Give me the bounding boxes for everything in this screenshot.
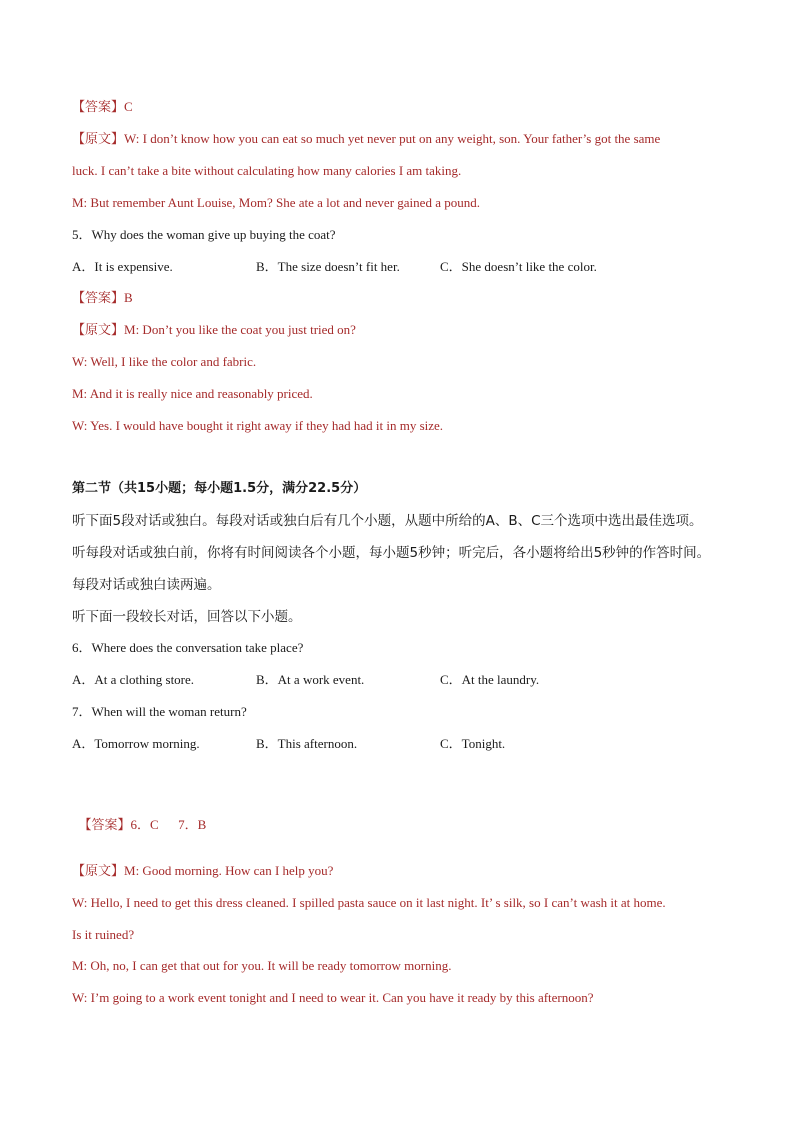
transcript-line: 【原文】M: Don’t you like the coat you just tried on? xyxy=(72,322,356,338)
instruction-line: 每段对话或独白读两遍。 xyxy=(72,577,221,593)
transcript-tag: 【原文】 xyxy=(72,132,125,147)
question-6: 6．Where does the conversation take place? xyxy=(72,640,304,655)
option-b: B．At a work event. xyxy=(256,672,365,687)
instruction-line: 听下面一段较长对话，回答以下小题。 xyxy=(72,609,302,625)
transcript-line: luck. I can’t take a bite without calculating how many calories I am taking. xyxy=(72,163,462,178)
transcript-line: M: Oh, no, I can get that out for you. It will be ready tomorrow morning. xyxy=(72,958,452,973)
transcript-line: M: And it is really nice and reasonably priced. xyxy=(72,386,313,401)
answer-tag: 【答案】 xyxy=(78,818,131,833)
transcript-line: W: Yes. I would have bought it right away if they had had it in my size. xyxy=(72,418,444,433)
instruction-line: 听每段对话或独白前，你将有时间阅读各个小题，每小题5秒钟；听完后，各小题将给出5秒钟的作答时间。 xyxy=(72,545,711,561)
option-b: B．This afternoon. xyxy=(256,736,358,751)
answer-line-q6-7 xyxy=(72,798,206,835)
option-a: A．Tomorrow morning. xyxy=(72,736,200,751)
transcript-line: Is it ruined? xyxy=(72,927,135,942)
transcript-tag: 【原文】 xyxy=(72,864,125,879)
transcript-line: M: But remember Aunt Louise, Mom? She ate a lot and never gained a pound. xyxy=(72,195,480,210)
transcript-line: W: Well, I like the color and fabric. xyxy=(72,354,257,369)
answer-tag: 【答案】 xyxy=(72,291,125,306)
answer-tag: 【答案】 xyxy=(72,100,125,115)
option-a: A．It is expensive. xyxy=(72,259,173,274)
section-heading: 第二节（共15小题；每小题1.5分，满分22.5分） xyxy=(72,481,367,496)
answer-line-q5 xyxy=(72,289,133,308)
answer-value: C xyxy=(124,99,133,114)
option-c: C．At the laundry. xyxy=(440,672,540,687)
answer-line-q4 xyxy=(72,98,133,117)
transcript-line: W: Hello, I need to get this dress cleaned. I spilled pasta sauce on it last night. It’ s silk, so I can’t wash it at home. xyxy=(72,895,666,910)
question-5: 5．Why does the woman give up buying the coat? xyxy=(72,227,336,242)
transcript-line: 【原文】W: I don’t know how you can eat so much yet never put on any weight, son. Your father’s got the same xyxy=(72,131,661,147)
transcript-line: W: I’m going to a work event tonight and I need to wear it. Can you have it ready by this afternoon? xyxy=(72,990,594,1005)
instruction-line: 听下面5段对话或独白。每段对话或独白后有几个小题，从题中所给的A、B、C三个选项中选出最佳选项。 xyxy=(72,513,703,529)
option-b: B．The size doesn’t fit her. xyxy=(256,259,400,274)
question-7: 7．When will the woman return? xyxy=(72,704,247,719)
option-c: C．Tonight. xyxy=(440,736,506,751)
answer-value: 6．C 7．B xyxy=(130,817,207,832)
transcript-line: 【原文】M: Good morning. How can I help you? xyxy=(72,863,334,879)
answer-value: B xyxy=(124,290,133,305)
option-c: C．She doesn’t like the color. xyxy=(440,259,597,274)
option-a: A．At a clothing store. xyxy=(72,672,195,687)
transcript-tag: 【原文】 xyxy=(72,323,125,338)
